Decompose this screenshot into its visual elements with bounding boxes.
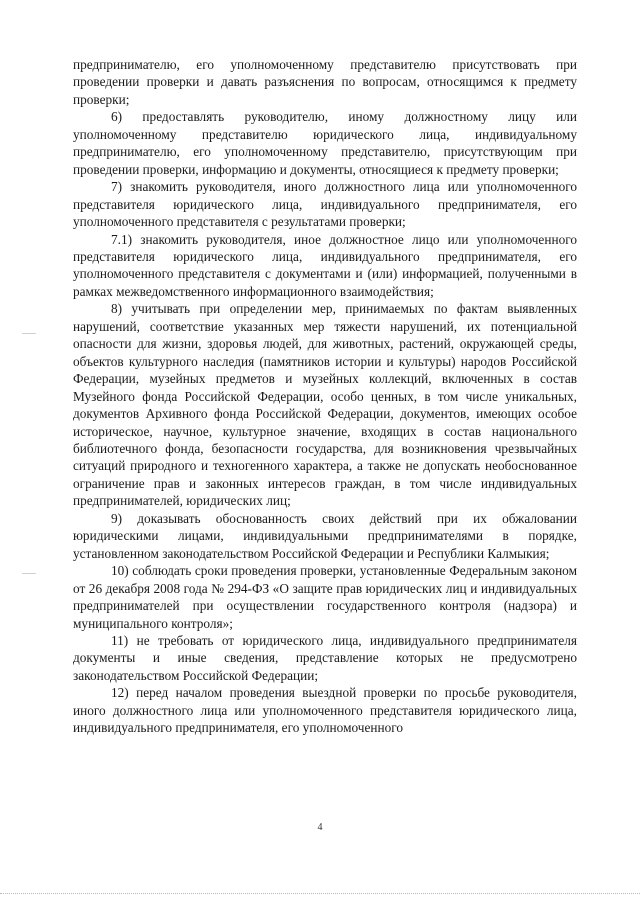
paragraph-item-6: 6) предоставлять руководителю, иному должностному лицу или уполномоченному представителю юридического лица, индивидуальному предпринимателю, его уполномоченному представителю, присутствующим при проведении проверки, информацию и документы, относящиеся к предмету проверки;: [73, 109, 577, 177]
paragraph-item-8: 8) учитывать при определении мер, принимаемых по фактам выявленных нарушений, соответствие указанных мер тяжести нарушений, их потенциальной опасности для жизни, здоровья людей, для животных, растений, окружающей среды, объектов культурного наследия (памятников истории и культуры) народов Российской Федерации, музейных предметов и музейных коллекций, включенных в состав Музейного фонда Российской Федерации, особо ценных, в том числе уникальных, документов Архивного фонда Российской Федерации, документов, имеющих особое историческое, научное, культурное значение, входящих в состав национального библиотечного фонда, безопасности государства, для возникновения чрезвычайных ситуаций природного и техногенного характера, а также не допускать необоснованное ограничение прав и законных интересов граждан, в том числе индивидуальных предпринимателей, юридических лиц;: [73, 301, 577, 509]
paragraph-item-11: 11) не требовать от юридического лица, индивидуального предпринимателя документы и иные сведения, представление которых не предусмотрено законодательством Российской Федерации;: [73, 632, 577, 683]
scan-edge-dots: [0, 893, 640, 894]
scan-mark: [22, 573, 36, 574]
document-body: [73, 56, 577, 737]
paragraph-item-7-1: 7.1) знакомить руководителя, иное должностное лицо или уполномоченного представителя юридического лица, индивидуального предпринимателя, его уполномоченного представителя с документами и (или) информацией, полученными в рамках межведомственного информационного взаимодействия;: [73, 231, 577, 299]
paragraph-item-7: 7) знакомить руководителя, иного должностного лица или уполномоченного представителя юридического лица, индивидуального предпринимателя, его уполномоченного представителя с результатами проверки;: [73, 179, 577, 230]
paragraph-continuation: предпринимателю, его уполномоченному представителю присутствовать при проведении проверки и давать разъяснения по вопросам, относящимся к предмету проверки;: [73, 57, 577, 107]
paragraph-item-12: 12) перед началом проведения выездной проверки по просьбе руководителя, иного должностного лица или уполномоченного представителя юридического лица, индивидуального предпринимателя, его уполномоченного: [73, 685, 577, 736]
paragraph-item-10: 10) соблюдать сроки проведения проверки, установленные Федеральным законом от 26 декабря 2008 года № 294-ФЗ «О защите прав юридических лиц и индивидуальных предпринимателей при осуществлении государственного контроля (надзора) и муниципального контроля»;: [73, 563, 577, 631]
paragraph-item-9: 9) доказывать обоснованность своих действий при их обжаловании юридическими лицами, индивидуальными предпринимателями в порядке, установленном законодательством Российской Федерации и Республики Калмыкия;: [73, 510, 577, 561]
page-number: 4: [317, 822, 323, 833]
scan-mark: [22, 333, 36, 334]
